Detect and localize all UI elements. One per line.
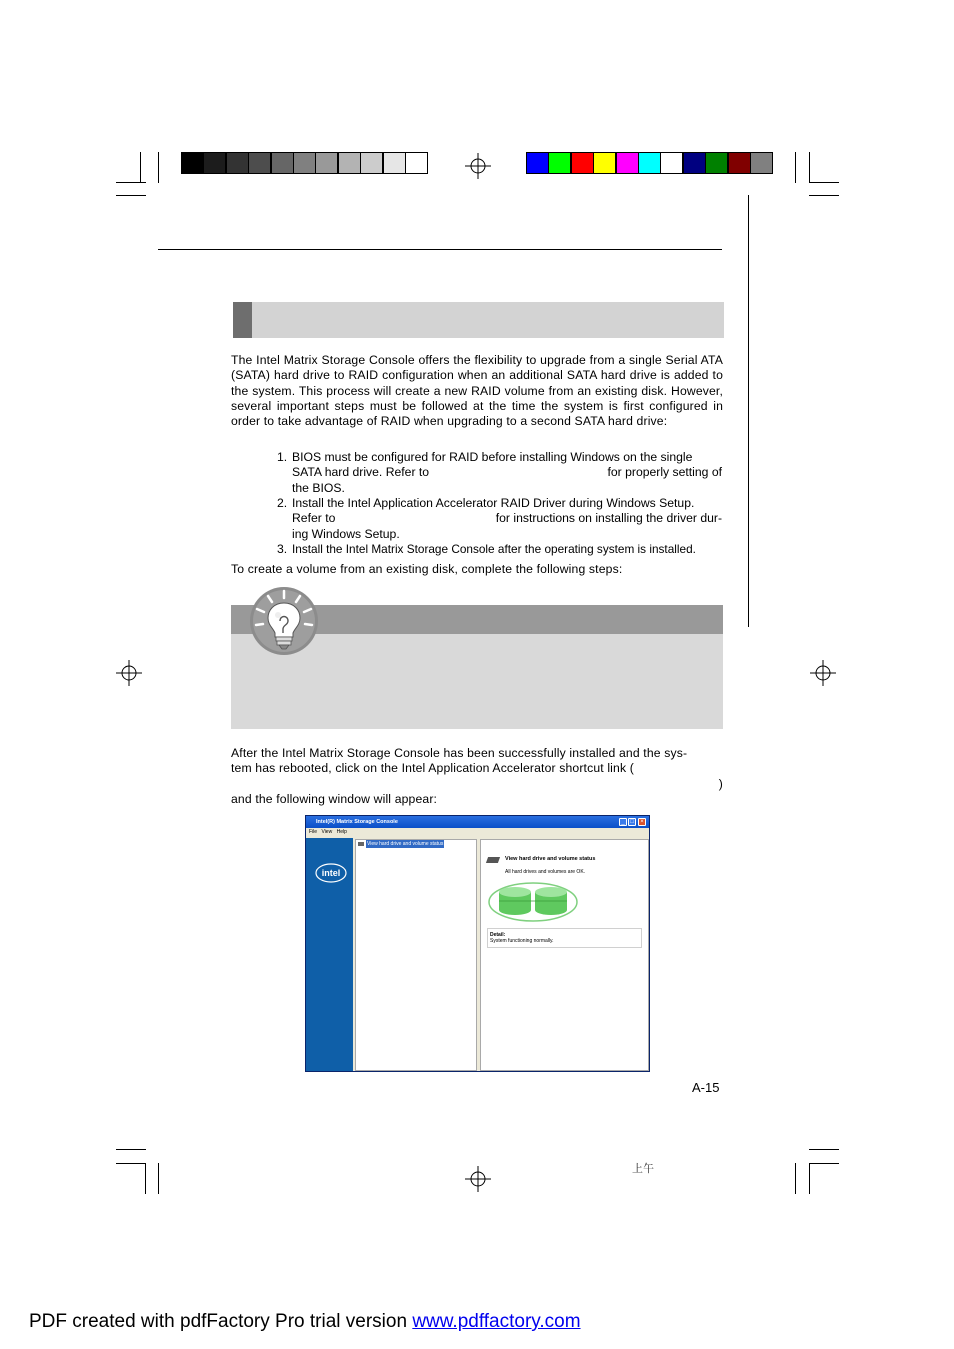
tree-pane bbox=[355, 839, 477, 1071]
maximize-icon[interactable]: □ bbox=[628, 818, 636, 826]
color-swatch bbox=[315, 152, 338, 174]
list-number: 1. bbox=[277, 450, 288, 464]
color-swatch bbox=[203, 152, 226, 174]
pdf-footer bbox=[29, 1311, 581, 1333]
registration-mark-icon bbox=[465, 1166, 491, 1192]
crop-mark bbox=[116, 1149, 146, 1150]
list-text: BIOS must be configured for RAID before installing Windows on the single SATA hard drive. Refer to for properly setting of the BIOS. bbox=[292, 450, 722, 495]
list-text: Install the Intel Application Accelerator RAID Driver during Windows Setup. Refer to for instructions on installing the driver dur- ing Windows Setup. bbox=[292, 496, 722, 541]
lightbulb-icon bbox=[248, 585, 320, 657]
color-swatch bbox=[181, 152, 204, 174]
detail-text: System functioning normally. bbox=[490, 938, 554, 944]
list-text: Install the Intel Matrix Storage Console after the operating system is installed. bbox=[292, 542, 696, 556]
menu-view[interactable]: View bbox=[321, 829, 333, 835]
registration-mark-icon bbox=[810, 660, 836, 686]
page-number: A-15 bbox=[692, 1080, 720, 1095]
tree-item-status[interactable]: View hard drive and volume status bbox=[367, 841, 444, 847]
section-heading-bar bbox=[233, 302, 724, 338]
drive-icon bbox=[486, 857, 500, 863]
list-item bbox=[277, 542, 723, 558]
detail-pane bbox=[480, 839, 649, 1071]
crop-mark bbox=[116, 1163, 146, 1164]
color-swatch bbox=[593, 152, 616, 174]
margin-rule bbox=[748, 195, 749, 627]
registration-mark-icon bbox=[116, 660, 142, 686]
window-menubar bbox=[306, 828, 649, 837]
minimize-icon[interactable]: _ bbox=[619, 818, 627, 826]
color-swatch bbox=[526, 152, 549, 174]
svg-text:intel: intel bbox=[321, 868, 341, 878]
crop-mark bbox=[809, 1163, 810, 1194]
color-swatch bbox=[616, 152, 639, 174]
color-swatch bbox=[248, 152, 271, 174]
color-swatch bbox=[571, 152, 594, 174]
crop-mark bbox=[809, 1163, 839, 1164]
registration-mark-icon bbox=[465, 153, 491, 179]
list-number: 3. bbox=[277, 542, 288, 556]
crop-mark bbox=[145, 1163, 146, 1194]
color-swatch bbox=[548, 152, 571, 174]
list-number: 2. bbox=[277, 496, 288, 510]
color-swatch bbox=[271, 152, 294, 174]
tree-item-icon bbox=[358, 842, 364, 846]
color-swatch bbox=[293, 152, 316, 174]
color-swatch bbox=[728, 152, 751, 174]
detail-box bbox=[487, 928, 642, 948]
crop-mark bbox=[809, 182, 839, 183]
status-text: All hard drives and volumes are OK. bbox=[505, 869, 586, 875]
after-paragraph: After the Intel Matrix Storage Console has been successfully installed and the sys- tem has rebooted, click on the Intel Application Accelerator shortcut link ( ) and the following window will appear: bbox=[231, 746, 723, 806]
close-icon[interactable]: × bbox=[638, 818, 646, 826]
color-swatch bbox=[360, 152, 383, 174]
status-heading: View hard drive and volume status bbox=[505, 856, 596, 862]
crop-mark bbox=[795, 152, 796, 183]
list-item bbox=[277, 450, 723, 496]
color-swatch bbox=[226, 152, 249, 174]
crop-mark bbox=[116, 195, 146, 196]
list-item bbox=[277, 496, 723, 542]
footer-text: PDF created with pdfFactory Pro trial version bbox=[29, 1311, 413, 1332]
menu-file[interactable]: File bbox=[309, 829, 318, 835]
window-titlebar: Intel(R) Matrix Storage Console _ □ × bbox=[306, 816, 649, 828]
detail-label: Detail: bbox=[490, 932, 506, 938]
raid-disks-icon bbox=[487, 882, 579, 922]
color-swatch bbox=[750, 152, 773, 174]
crop-mark bbox=[809, 1149, 839, 1150]
bottom-mark: 上午 bbox=[632, 1163, 654, 1175]
intro-paragraph: The Intel Matrix Storage Console offers the flexibility to upgrade from a single Serial ATA (SATA) hard drive to RAID configuration when an additional SATA hard drive is added to the system. This process will create a new RAID volume from an existing disk. However, several important steps must be followed at the time the system is first configured in order to take advantage of RAID when upgrading to a second SATA hard drive: bbox=[231, 353, 723, 429]
color-swatch bbox=[660, 152, 683, 174]
crop-mark bbox=[116, 182, 146, 183]
color-swatch bbox=[705, 152, 728, 174]
intel-sidebar bbox=[306, 838, 353, 1072]
crop-mark bbox=[809, 195, 839, 196]
color-swatch bbox=[683, 152, 706, 174]
crop-mark bbox=[158, 1163, 159, 1194]
footer-link[interactable]: www.pdffactory.com bbox=[412, 1311, 581, 1332]
color-swatch bbox=[405, 152, 428, 174]
crop-mark bbox=[795, 1163, 796, 1194]
crop-mark bbox=[158, 152, 159, 183]
intel-logo-icon bbox=[315, 862, 347, 884]
crop-mark bbox=[140, 152, 141, 183]
crop-mark bbox=[809, 152, 810, 183]
color-swatch bbox=[383, 152, 406, 174]
section-heading-accent bbox=[233, 302, 252, 338]
steps-intro: To create a volume from an existing disk, complete the following steps: bbox=[231, 562, 623, 576]
storage-console-screenshot bbox=[305, 815, 650, 1072]
menu-help[interactable]: Help bbox=[336, 829, 347, 835]
color-swatch bbox=[638, 152, 661, 174]
header-rule bbox=[158, 249, 722, 250]
color-swatch bbox=[338, 152, 361, 174]
